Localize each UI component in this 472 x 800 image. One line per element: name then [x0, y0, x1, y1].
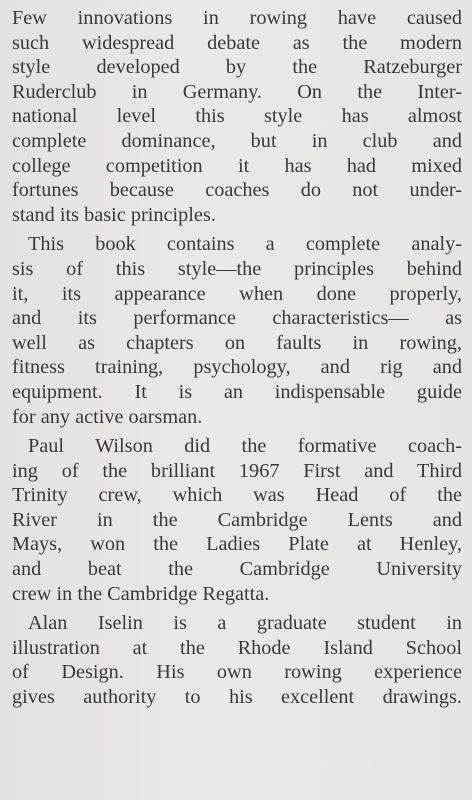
- text-line: national level this style has almost: [12, 105, 462, 128]
- text-line: well as chapters on faults in rowing,: [12, 331, 462, 354]
- text-line: style developed by the Ratzeburger: [12, 56, 462, 79]
- text-line: college competition it has had mixed: [12, 154, 462, 177]
- paragraph-style-intro: [12, 6, 462, 227]
- text-line: stand its basic principles.: [12, 203, 216, 226]
- text-line: ing of the brilliant 1967 First and Third: [12, 459, 462, 482]
- paragraph-author-bio: [12, 434, 462, 606]
- text-line: This book contains a complete analy-: [28, 233, 462, 256]
- text-line: Ruderclub in Germany. On the Inter-: [12, 80, 462, 103]
- text-line: of Design. His own rowing experience: [12, 661, 462, 684]
- text-line: fitness training, psychology, and rig and: [12, 356, 462, 379]
- text-line: gives authority to his excellent drawings.: [12, 686, 462, 709]
- text-line: sis of this style—the principles behind: [12, 257, 462, 280]
- paragraph-illustrator-bio: [12, 611, 462, 709]
- text-line: Alan Iselin is a graduate student in: [28, 612, 462, 635]
- text-line: such widespread debate as the modern: [12, 31, 462, 54]
- text-line: Mays, won the Ladies Plate at Henley,: [12, 533, 462, 556]
- text-line: for any active oarsman.: [12, 405, 203, 428]
- text-line: it, its appearance when done properly,: [12, 282, 462, 305]
- text-line: and its performance characteristics— as: [12, 307, 462, 330]
- text-line: fortunes because coaches do not under-: [12, 179, 462, 202]
- text-line: Trinity crew, which was Head of the: [12, 484, 462, 507]
- text-line: equipment. It is an indispensable guide: [12, 380, 462, 403]
- text-line: Paul Wilson did the formative coach-: [28, 435, 462, 458]
- text-line: and beat the Cambridge University: [12, 558, 462, 581]
- text-line: illustration at the Rhode Island School: [12, 636, 462, 659]
- text-line: crew in the Cambridge Regatta.: [12, 582, 270, 605]
- paragraph-book-contents: [12, 232, 462, 429]
- text-line: Few innovations in rowing have caused: [12, 7, 462, 29]
- text-line: complete dominance, but in club and: [12, 129, 462, 152]
- text-line: River in the Cambridge Lents and: [12, 508, 462, 531]
